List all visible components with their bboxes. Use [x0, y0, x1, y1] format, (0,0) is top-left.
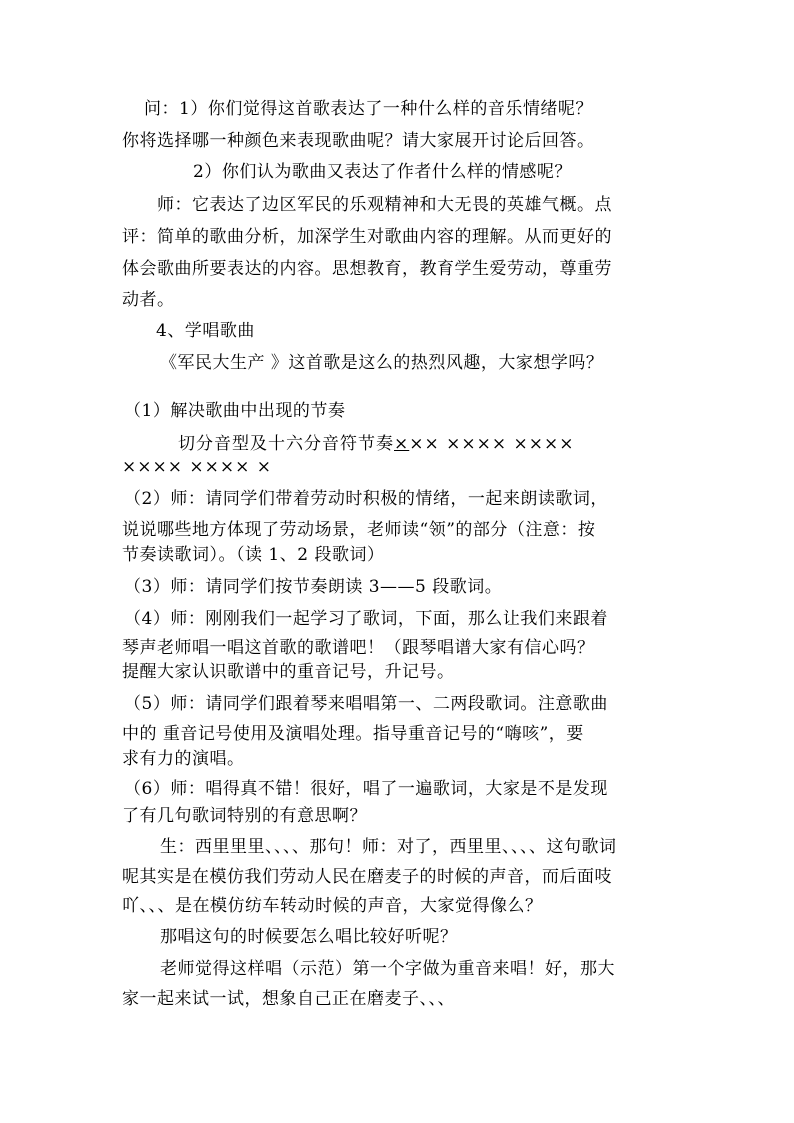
step-6-line-1: （6）师：唱得真不错！很好，唱了一遍歌词，大家是不是发现: [124, 779, 608, 799]
step-5-line-3: 求有力的演唱。: [122, 749, 245, 769]
step-4-line-3: 提醒大家认识歌谱中的重音记号，升记号。: [122, 662, 455, 682]
step-3-line: （3）师：请同学们按节奏朗读 3——5 段歌词。: [124, 577, 503, 597]
rhythm-label: 切分音型及十六分音符节奏: [178, 434, 394, 454]
step-5-line-2: 中的 重音记号使用及演唱处理。指导重音记号的“嗨咳”，要: [122, 724, 584, 744]
teacher-line-1: 师：它表达了边区军民的乐观精神和大无畏的英雄气概。点: [157, 195, 612, 215]
step-2-line-1: （2）师：请同学们带着劳动时积极的情绪，一起来朗读歌词，: [124, 489, 608, 509]
question-line-2: 你将选择哪一种颜色来表现歌曲呢？请大家展开讨论后回答。: [122, 131, 595, 151]
comment-line-3: 动者。: [122, 290, 175, 310]
step-6-line-2: 了有几句歌词特别的有意思啊？: [122, 806, 367, 826]
student-line-2: 呢其实是在模仿我们劳动人民在磨麦子的时候的声音，而后面吱: [122, 867, 612, 887]
step-2-line-2: 说说哪些地方体现了劳动场景，老师读“领”的部分（注意：按: [122, 520, 596, 540]
step-5-line-1: （5）师：请同学们跟着琴来唱唱第一、二两段歌词。注意歌曲: [124, 694, 608, 714]
question-line-3: 2）你们认为歌曲又表达了作者什么样的情感呢？: [193, 162, 572, 182]
rhythm-line-2: ×××× ×××× ×: [122, 457, 273, 477]
rhythm-underlined-note: ×: [394, 434, 410, 454]
step-2-line-3: 节奏读歌词）。（读 1、2 段歌词）: [122, 545, 385, 565]
rhythm-line-1: [178, 433, 575, 455]
comment-line-1: 评：简单的歌曲分析，加深学生对歌曲内容的理解。从而更好的: [122, 227, 612, 247]
step-4-line-1: （4）师：刚刚我们一起学习了歌词，下面，那么让我们来跟着: [124, 609, 608, 629]
rhythm-notes-1: ×× ×××× ××××: [409, 434, 575, 454]
teacher-demo-line-1: 老师觉得这样唱（示范）第一个字做为重音来唱！好，那大: [160, 959, 615, 979]
comment-line-2: 体会歌曲所要表达的内容。思想教育，教育学生爱劳动，尊重劳: [122, 259, 612, 279]
step-1-line: （1）解决歌曲中出现的节奏: [124, 401, 346, 421]
teacher-demo-line-2: 家一起来试一试，想象自己正在磨麦子、、、: [122, 989, 455, 1009]
intro-line: 《军民大生产 》这首歌是这么的热烈风趣，大家想学吗？: [160, 353, 604, 373]
question-sing-line: 那唱这句的时候要怎么唱比较好听呢？: [160, 927, 458, 947]
question-line-1: 问：1）你们觉得这首歌表达了一种什么样的音乐情绪呢？: [144, 99, 593, 119]
section-heading: 4、学唱歌曲: [156, 321, 255, 341]
student-line-3: 吖、、、是在模仿纺车转动时候的声音，大家觉得像么？: [122, 896, 543, 916]
step-4-line-2: 琴声老师唱一唱这首歌的歌谱吧！（跟琴唱谱大家有信心吗？: [122, 638, 595, 658]
student-line-1: 生：西里里里、、、、那句！师：对了，西里里、、、、这句歌词: [160, 837, 617, 857]
